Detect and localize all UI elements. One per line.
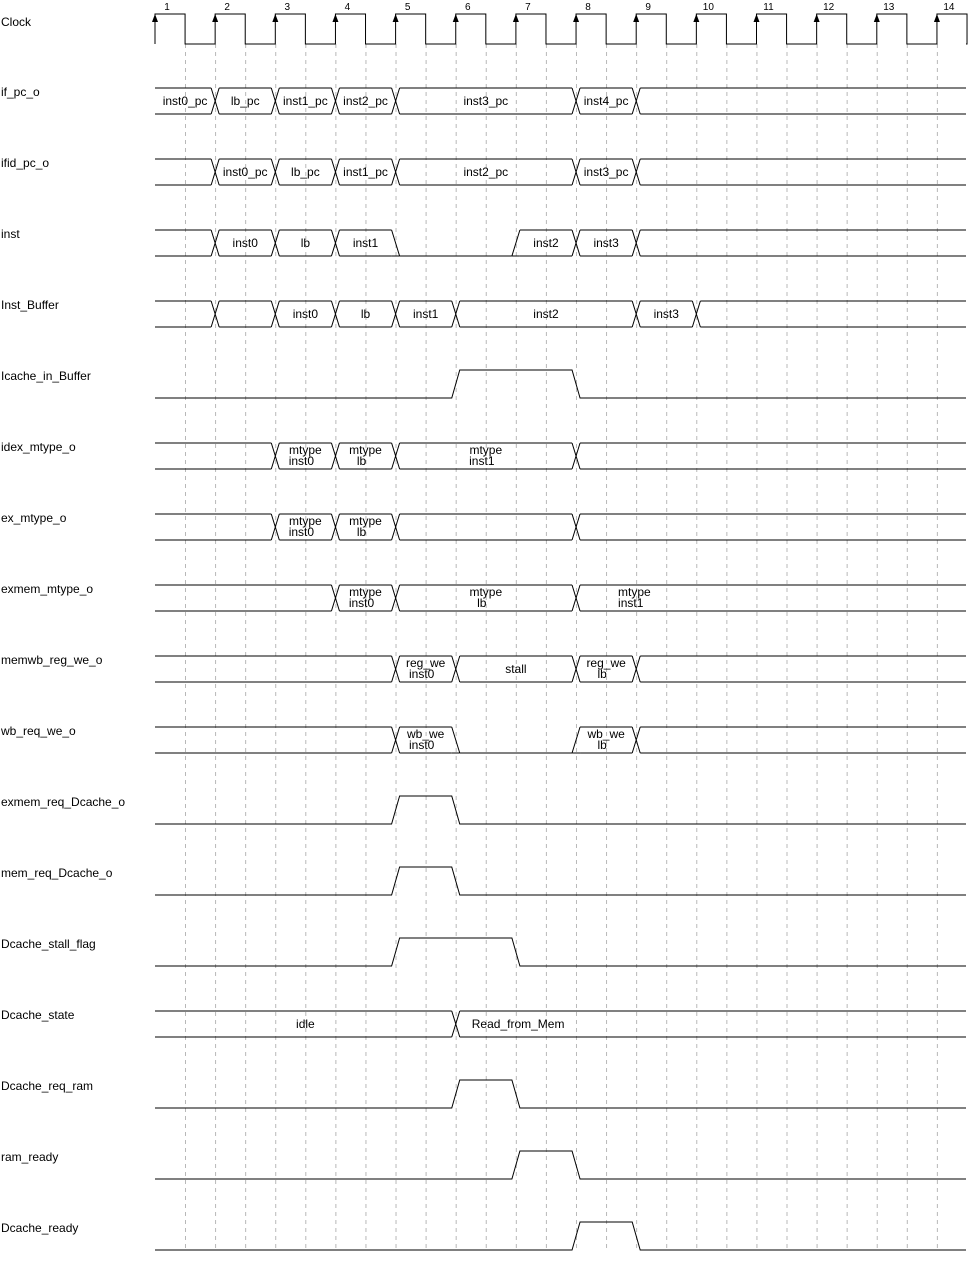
bus-label: inst3_pc (583, 165, 629, 179)
signal-name: Dcache_state (1, 1008, 75, 1022)
bus-label: lb (300, 236, 311, 250)
bus-transition (331, 301, 339, 327)
cycle-number: 6 (464, 2, 471, 13)
clock-edge-arrow (754, 14, 760, 22)
bus-segment (155, 514, 271, 540)
cycle-number: 4 (344, 2, 351, 13)
bus-label-line1: wb_we (406, 727, 445, 741)
bit-waveform (155, 1151, 966, 1179)
bus-segment (219, 301, 271, 327)
clock-edge-arrow (212, 14, 218, 22)
clock-edge-arrow (453, 14, 459, 22)
signal-row-wb-req-we-o (0, 724, 966, 753)
signal-name: Inst_Buffer (1, 298, 59, 312)
bus-label-line1: mtype (469, 585, 503, 599)
bus-label-line1: mtype (289, 443, 322, 457)
bus-transition (452, 301, 460, 327)
cycle-number: 13 (883, 2, 895, 13)
bus-label: lb_pc (230, 94, 260, 108)
bus-segment (155, 585, 331, 611)
bit-waveform (155, 938, 966, 966)
signal-row-mem-req-dcache-o (1, 866, 966, 895)
signal-name: exmem_req_Dcache_o (1, 795, 126, 809)
bus-label: idle (296, 1017, 315, 1031)
bus-label-line2: inst0 (288, 525, 315, 539)
clock-edge-arrow (393, 14, 399, 22)
bus-segment (640, 727, 966, 753)
bus-label-line2: lb (597, 667, 607, 681)
bus-segment (155, 656, 392, 682)
clock-edge-arrow (332, 14, 338, 22)
bus-label-line1: mtype (289, 514, 322, 528)
bus-label-line1: reg_we (586, 656, 626, 670)
clock-edge-arrow (874, 14, 880, 22)
signal-name: wb_req_we_o (1, 724, 76, 738)
bus-label-line2: inst0 (408, 738, 435, 752)
signal-name: exmem_mtype_o (1, 582, 94, 596)
signal-name: ifid_pc_o (1, 156, 50, 170)
bus-label-line2: lb (356, 454, 367, 468)
bus-label: inst1 (352, 236, 379, 250)
bus-label: lb (360, 307, 371, 321)
bus-segment (155, 443, 271, 469)
bus-segment (580, 443, 966, 469)
clock-edge-arrow (513, 14, 519, 22)
bus-label: stall (505, 662, 527, 676)
bus-segment (155, 230, 211, 256)
signal-row-exmem-req-dcache-o (1, 795, 966, 824)
bus-label: lb_pc (291, 165, 320, 179)
clock-edge-arrow (814, 14, 820, 22)
bus-label-line1: mtype (349, 443, 382, 457)
signal-row-inst-buffer (1, 298, 966, 327)
bus-transition (692, 301, 700, 327)
signal-name: ram_ready (1, 1150, 59, 1164)
cycle-number: 11 (763, 2, 774, 13)
cycle-number: 1 (164, 2, 170, 13)
cycle-number: 9 (645, 2, 651, 13)
bus-segment (155, 727, 392, 753)
signal-row-dcache-state (1, 1008, 966, 1037)
signal-name: idex_mtype_o (1, 440, 76, 454)
bus-label: inst2_pc (343, 94, 388, 108)
clock-edge-arrow (633, 14, 639, 22)
clock-edge-arrow (272, 14, 278, 22)
clock-edge-arrow (934, 14, 940, 22)
bit-waveform (155, 1080, 966, 1108)
signal-row-memwb-reg-we-o (1, 653, 966, 682)
bus-label: inst3_pc (463, 94, 509, 108)
bus-transition (271, 301, 279, 327)
signal-rows (0, 85, 966, 1250)
signal-name: Dcache_req_ram (1, 1079, 94, 1093)
signal-name: Dcache_ready (1, 1221, 79, 1235)
bus-segment (580, 514, 966, 540)
bus-label-line2: inst1 (618, 596, 644, 610)
bus-label: inst0_pc (162, 94, 208, 108)
signal-name: Icache_in_Buffer (1, 369, 91, 383)
bit-waveform (155, 370, 966, 398)
bus-segment (700, 301, 966, 327)
bit-waveform (155, 867, 966, 895)
signal-name: ex_mtype_o (1, 511, 67, 525)
signal-row-ram-ready (1, 1150, 966, 1179)
bus-transition (211, 301, 219, 327)
bus-label: inst3 (653, 307, 679, 321)
clock-edge-arrow (152, 14, 158, 22)
cycle-number: 3 (284, 2, 291, 13)
bus-label-line2: inst0 (288, 454, 315, 468)
bus-transition (392, 301, 400, 327)
bus-label-line2: inst0 (348, 596, 375, 610)
bus-label-line1: wb_we (587, 727, 625, 741)
bus-label-line2: lb (597, 738, 607, 752)
bus-label-line2: inst1 (469, 454, 495, 468)
clock-edge-arrow (573, 14, 579, 22)
bus-label: inst0 (292, 307, 319, 321)
bus-segment (640, 230, 966, 256)
signal-name-clock: Clock (1, 15, 32, 29)
bus-label: inst1_pc (283, 94, 328, 108)
bus-label: inst1 (412, 307, 439, 321)
cycle-number: 14 (943, 2, 955, 13)
bus-label-line1: reg_we (405, 656, 446, 670)
bus-label: inst2 (533, 307, 559, 321)
bus-label-line1: mtype (349, 585, 382, 599)
signal-row-dcache-stall-flag (1, 937, 966, 966)
signal-row-inst (1, 227, 966, 256)
signal-row-dcache-req-ram (1, 1079, 966, 1108)
bus-label: Read_from_Mem (471, 1017, 565, 1031)
cycle-number: 7 (525, 2, 531, 13)
bus-label: inst0_pc (222, 165, 268, 179)
bus-label: inst0 (232, 236, 258, 250)
bus-label-line2: lb (356, 525, 367, 539)
signal-row-exmem-mtype-o (1, 582, 966, 611)
signal-row-dcache-ready (1, 1221, 966, 1250)
signal-row-icache-in-buffer (1, 369, 966, 398)
bus-segment (640, 656, 966, 682)
signal-name: mem_req_Dcache_o (1, 866, 113, 880)
clock-signal (1, 2, 967, 44)
signal-name: if_pc_o (1, 85, 40, 99)
bus-label-line2: inst0 (408, 667, 435, 681)
cycle-number: 12 (823, 2, 835, 13)
bus-segment (155, 159, 211, 185)
signal-row-idex-mtype-o (1, 440, 966, 469)
bus-label: inst4_pc (583, 94, 629, 108)
signal-name: Dcache_stall_flag (1, 937, 96, 951)
cycle-number: 2 (224, 2, 230, 13)
bus-segment (640, 88, 966, 114)
bus-label: inst1_pc (343, 165, 388, 179)
bus-segment (155, 301, 211, 327)
cycle-number: 5 (404, 2, 411, 13)
bus-transition (632, 301, 640, 327)
bus-label-line1: mtype (618, 585, 651, 599)
signal-row-if-pc-o (1, 85, 966, 114)
bit-waveform (155, 796, 966, 824)
signal-row-ex-mtype-o (1, 511, 966, 540)
cycle-number: 8 (585, 2, 591, 13)
bit-waveform (155, 1222, 966, 1250)
bus-label: inst3 (593, 236, 619, 250)
bus-label-line1: mtype (349, 514, 382, 528)
bus-label-line2: lb (477, 596, 487, 610)
bus-label: inst2 (533, 236, 559, 250)
grid-lines (186, 44, 938, 1252)
cycle-number: 10 (702, 2, 714, 13)
signal-row-ifid-pc-o (1, 156, 966, 185)
clock-edge-arrow (693, 14, 699, 22)
bus-segment (640, 159, 966, 185)
signal-name: inst (1, 227, 20, 241)
signal-name: memwb_reg_we_o (1, 653, 103, 667)
bus-label: inst2_pc (463, 165, 509, 179)
bus-label-line1: mtype (469, 443, 503, 457)
